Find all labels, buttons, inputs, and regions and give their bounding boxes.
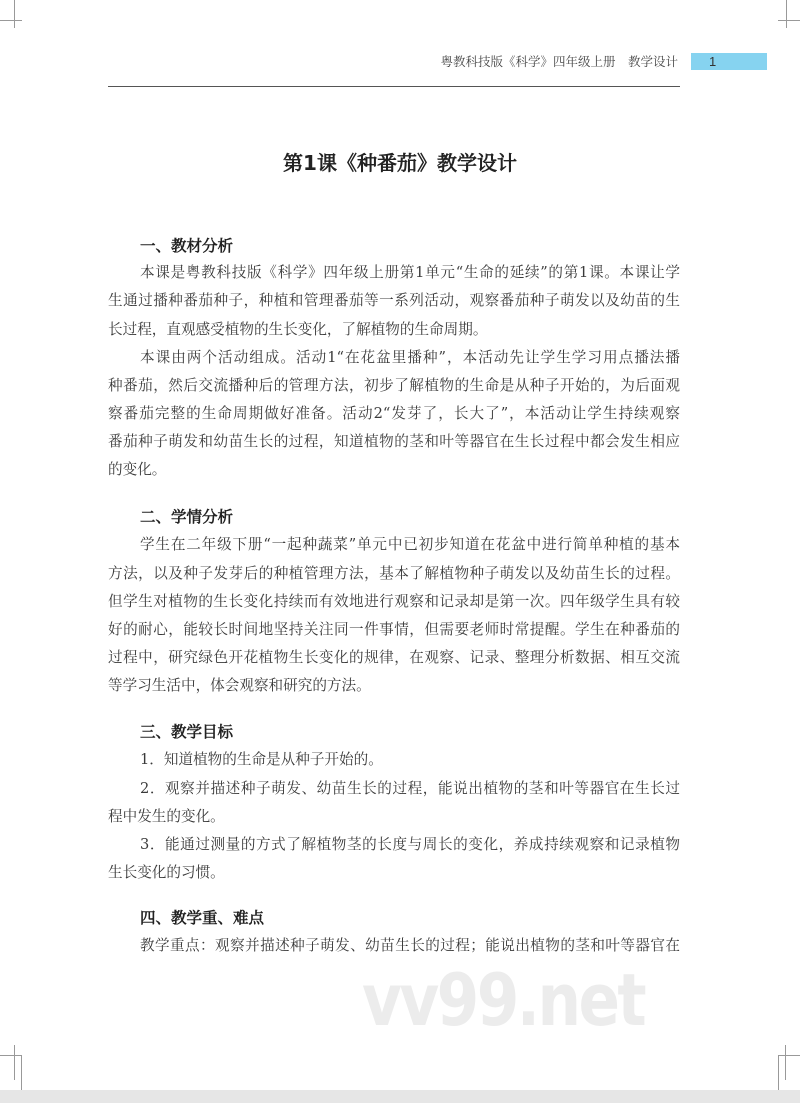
watermark: vv99.net [362,958,645,1042]
running-title: 粤教科技版《科学》四年级上册 教学设计 [440,54,678,69]
text-line: 教学重点：观察并描述种子萌发、幼苗生长的过程；能说出植物的茎和叶等器官在 [140,937,680,954]
text-line: 生长变化的习惯。 [108,864,225,881]
text-line: 学生在二年级下册“一起种蔬菜”单元中已初步知道在花盆中进行简单种植的基本 [140,536,680,553]
section-heading: 一、教材分析 [140,237,234,255]
section-heading: 三、教学目标 [140,723,234,741]
text-line: 番茄种子萌发和幼苗生长的过程，知道植物的茎和叶等器官在生长过程中都会发生相应 [108,433,680,450]
crop-mark [14,1045,15,1080]
crop-mark [785,1045,786,1080]
text-line: 2．观察并描述种子萌发、幼苗生长的过程，能说出植物的茎和叶等器官在生长过 [140,780,680,797]
text-line: 种番茄，然后交流播种后的管理方法，初步了解植物的生命是从种子开始的，为后面观 [108,377,680,394]
text-line: 但学生对植物的生长变化持续而有效地进行观察和记录却是第一次。四年级学生具有较 [108,593,680,610]
text-line: 3．能通过测量的方式了解植物茎的长度与周长的变化，养成持续观察和记录植物 [140,836,680,853]
crop-mark [14,0,15,28]
page-number: 1 [691,53,767,70]
text-line: 等学习生活中，体会观察和研究的方法。 [108,677,371,694]
text-line: 察番茄完整的生命周期做好准备。活动2“发芽了，长大了”，本活动让学生持续观察 [108,405,680,422]
crop-mark [778,1055,779,1090]
section-heading: 四、教学重、难点 [140,909,265,927]
text-line: 1．知道植物的生命是从种子开始的。 [140,751,383,768]
text-line: 程中发生的变化。 [108,808,225,825]
section-heading: 二、学情分析 [140,508,234,526]
text-line: 本课是粤教科技版《科学》四年级上册第1单元“生命的延续”的第1课。本课让学 [140,264,680,281]
text-line: 方法，以及种子发芽后的种植管理方法，基本了解植物种子萌发以及幼苗生长的过程。 [108,565,680,582]
crop-mark [0,20,22,21]
text-line: 生通过播种番茄种子，种植和管理番茄等一系列活动，观察番茄种子萌发以及幼苗的生 [108,292,680,309]
text-line: 本课由两个活动组成。活动1“在花盆里播种”，本活动先让学生学习用点播法播 [140,349,680,366]
crop-mark [778,20,800,21]
text-line: 过程中，研究绿色开花植物生长变化的规律，在观察、记录、整理分析数据、相互交流 [108,649,680,666]
crop-mark [21,1055,22,1090]
crop-mark [0,1055,21,1056]
text-line: 的变化。 [108,461,167,478]
crop-mark [778,1055,800,1056]
page-bottom-band [0,1090,800,1103]
page-title: 第1课《种番茄》教学设计 [283,151,517,175]
crop-mark [786,0,787,28]
text-line: 好的耐心，能较长时间地坚持关注同一件事情，但需要老师时常提醒。学生在种番茄的 [108,621,680,638]
text-line: 长过程，直观感受植物的生长变化，了解植物的生命周期。 [108,321,488,338]
header-rule [108,86,680,87]
